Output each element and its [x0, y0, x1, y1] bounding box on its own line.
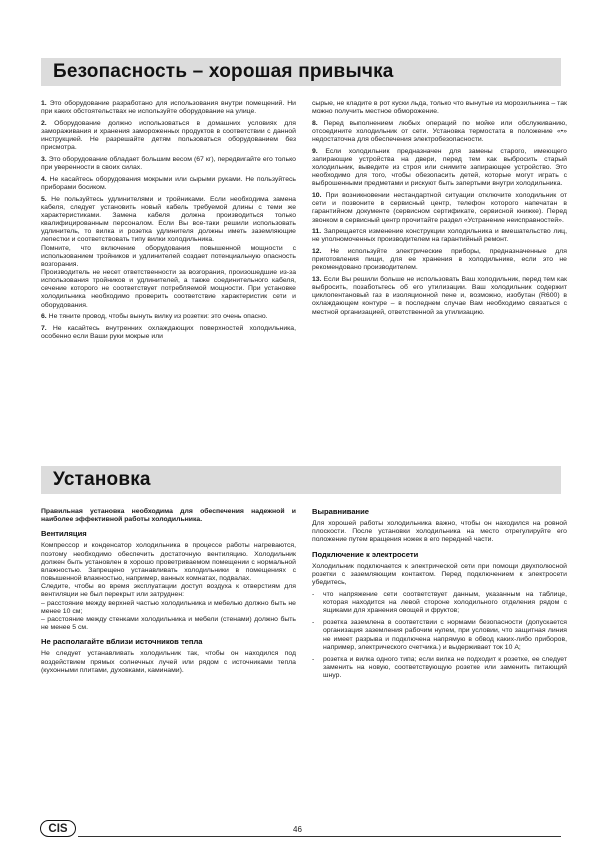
safety-item-5: 5. Не пользуйтесь удлинителями и тройниками. Если необходима замена кабеля, следует установить новый кабель требуемой длины с теми же характеристиками. Замена кабеля должна производиться только квалифицированным персоналом. Если Вы все-таки решили использовать удлинитель, то вилка и розетка удлинителя должны иметь заземляющие лепестки и соответствовать типу вилки холодильника. [41, 195, 296, 244]
list-item: - розетка заземлена в соответствии с нормами безопасности (допускается организация заземления рабочим нулем, при условии, что защитная линия не имеет разрыва и подключена напрямую в обвод каких-либо приборов, например, электрического счетчика.) и выдерживает ток 10 А; [312, 619, 567, 651]
safety-item-5-note-1: Помните, что включение оборудования повышенной мощности с использованием тройников и удлинителей создает потенциальную опасность возгорания. [41, 244, 296, 268]
heat-sources-text: Не следует устанавливать холодильник так, чтобы он находился под воздействием прямых солнечных лучей или рядом с источниками тепла (кухонными плитами, духовками, каминами). [41, 650, 296, 674]
safety-item-4: 4. Не касайтесь оборудования мокрыми или сырыми руками. Не пользуйтесь приборами босиком. [41, 175, 296, 191]
leveling-heading: Выравнивание [312, 507, 370, 516]
safety-item-12: 12. Не используйте электрические приборы, предназначенные для приготовления пищи, для ее хранения в холодильнике, если это не рекомендовано производителем. [312, 248, 568, 272]
ventilation-paragraph: Следите, чтобы во время эксплуатации доступ воздуха к отверстиям для вентиляции не был перекрыт или затруднен: [41, 583, 296, 599]
bullet-marker: - [312, 655, 315, 663]
ventilation-paragraph: – расстояние между верхней частью холодильника и мебелью должно быть не менее 10 см; [41, 599, 296, 615]
safety-item-1: 1. Это оборудование разработано для использования внутри помещений. Ни при каких обстоятельствах не используйте оборудование на улице. [41, 100, 297, 116]
section-title-safety: Безопасность – хорошая привычка [53, 61, 394, 82]
bullet-marker: - [312, 619, 315, 627]
list-item: - розетка и вилка одного типа; если вилка не подходит к розетке, ее следует заменить на новую, соответствующую розетке или заменить питающий шнур. [312, 655, 567, 680]
power-heading: Подключение к электросети [312, 549, 419, 559]
safety-column-left [41, 100, 296, 345]
safety-item-8: 8. Перед выполнением любых операций по мойке или обслуживанию, отсоедините холодильник от сети. Установка термостата в положение «•» недостаточна для обеспечения электробезопасности. [312, 119, 568, 144]
safety-column-right [312, 100, 567, 320]
ventilation-paragraph: Компрессор и конденсатор холодильника в процессе работы нагреваются, поэтому необходимо обеспечить достаточную вентиляцию. Холодильник должен быть установлен в хорошо проветриваемом помещении с нормальной влажностью. Запрещено устанавливать холодильники в помещениях с повышенной влажностью, например, ванных комнатах, подвалах. [41, 542, 296, 583]
footer-rule [78, 836, 561, 837]
installation-lead: Правильная установка необходима для обеспечения надежной и наиболее эффективной работы холодильника. [41, 508, 296, 524]
safety-item-13: 13. Если Вы решили больше не использовать Ваш холодильник, перед тем как выбросить, позаботьтесь об его утилизации. Ваш холодильник содержит циклопентановый газ в изоляционной пене и, возможно, изобутан (R600) в охлаждающем контуре – в последнем случае Вам необходимо связаться с местной организацией, ответственной за утилизацию. [312, 275, 567, 316]
power-intro: Холодильник подключается к электрической сети при помощи двухполюсной розетки с заземляющим контактом. Перед подключением к электросети убедитесь, [312, 562, 567, 587]
power-checklist [312, 591, 567, 681]
cis-logo: CIS [40, 820, 76, 837]
safety-item-10: 10. При возникновении нестандартной ситуации отключите холодильник от сети и позвоните в сервисный центр, телефон которого напечатан в гарантийном документе (сервисном сертификате, сервисной книжке). Перед звонком в сервисный центр прочитайте раздел «Устранение неисправностей». [312, 192, 567, 224]
safety-item-7-continued: сырые, не кладите в рот куски льда, только что вынутые из морозильника – так можно получить местное обморожение. [312, 100, 567, 116]
safety-item-11: 11. Запрещается изменение конструкции холодильника и вмешательство лиц, не уполномоченных производителем на гарантийный ремонт. [312, 228, 567, 244]
safety-item-2: 2. Оборудование должно использоваться в домашних условиях для замораживания и хранения замороженных продуктов в соответствии с данной инструкцией. Не разрешайте детям пользоваться оборудованием без присмотра. [41, 119, 297, 152]
safety-item-7: 7. Не касайтесь внутренних охлаждающих поверхностей холодильника, особенно если Ваши руки мокрые или [41, 324, 296, 341]
installation-column-right [312, 508, 567, 684]
heat-sources-heading: Не располагайте вблизи источников тепла [41, 637, 203, 647]
ventilation-paragraph: – расстояние между стенками холодильника и мебели (стенами) должно быть не менее 5 см. [41, 615, 296, 632]
section-title-installation: Установка [53, 469, 151, 490]
list-item: - что напряжение сети соответствует данным, указанным на таблице, которая находится на левой стороне холодильного отделения рядом с ящиками для хранения овощей и фруктов; [312, 590, 567, 615]
bullet-marker: - [312, 590, 315, 598]
section-banner-installation [41, 466, 561, 494]
ventilation-heading: Вентиляция [41, 529, 87, 539]
safety-item-6: 6. Не тяните провод, чтобы вынуть вилку из розетки: это очень опасно. [41, 313, 268, 321]
leveling-text: Для хорошей работы холодильника важно, чтобы он находился на ровной плоскости. После установки холодильника на место отрегулируйте его положение путем вращения ножек в его передней части. [312, 520, 567, 544]
page-number: 46 [293, 825, 302, 834]
safety-item-3: 3. Это оборудование обладает большим весом (67 кг), передвигайте его только при уверенности в своих силах. [41, 155, 296, 172]
safety-item-9: 9. Если холодильник предназначен для замены старого, имеющего запирающие устройства на двери, перед тем как выбросить старый холодильник, выведите из строя или снимите запирающее устройство. Это необходимо для того, чтобы обезопасить детей, которые могут играть с выброшенными предметами и рискуют быть запертыми внутри холодильника. [312, 147, 567, 188]
section-banner-safety [41, 58, 561, 86]
safety-item-5-note-2: Производитель не несет ответственности за возгорания, произошедшие из-за использования тройников и удлинителей, а также соединительного кабеля, сечение которого не соответствует потребляемой мощности. При установке холодильника необходимо проверить соответствие характеристик сети и оборудования. [41, 268, 296, 309]
installation-column-left [41, 508, 296, 678]
